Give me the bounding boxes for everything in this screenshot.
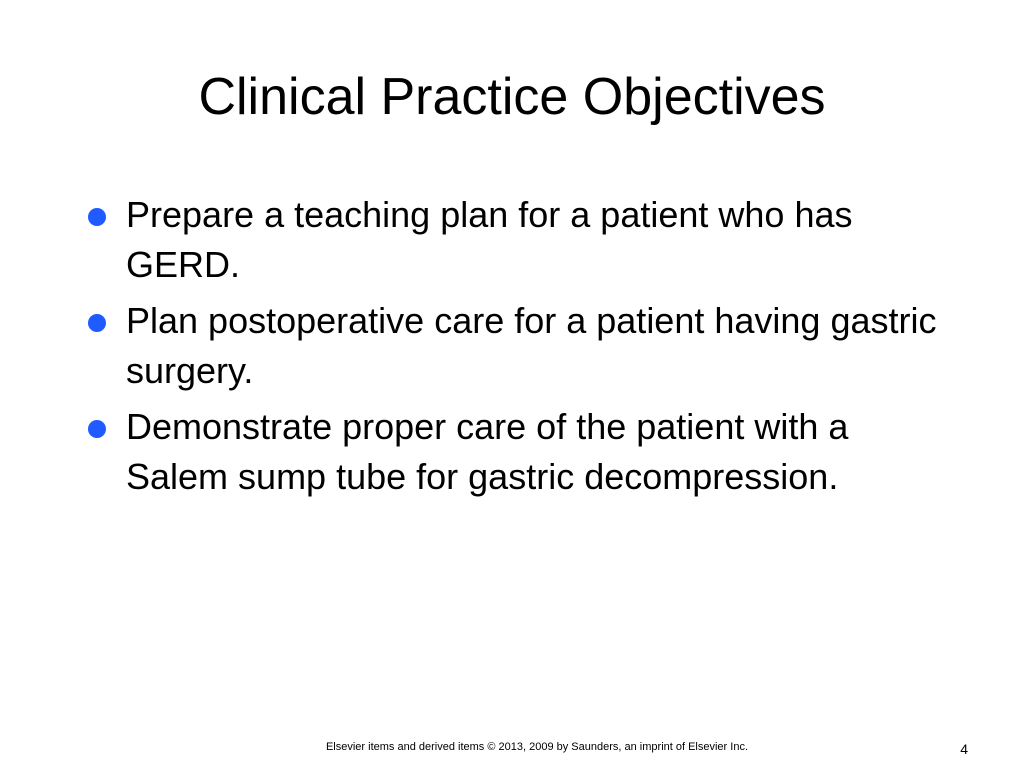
copyright-footer: Elsevier items and derived items © 2013, 2009 by Saunders, an imprint of Elsevier Inc. — [325, 741, 749, 753]
list-item — [86, 296, 946, 396]
bullet-text: Plan postoperative care for a patient having gastric surgery. — [126, 300, 937, 391]
list-item — [86, 190, 946, 290]
bullet-text: Demonstrate proper care of the patient with a Salem sump tube for gastric decompression. — [126, 406, 849, 497]
slide-title: Clinical Practice Objectives — [198, 68, 826, 126]
list-item — [86, 402, 946, 502]
objectives-list — [86, 190, 946, 508]
bullet-dot-icon — [88, 420, 106, 438]
page-number: 4 — [960, 741, 968, 757]
bullet-text: Prepare a teaching plan for a patient who has GERD. — [126, 194, 853, 285]
bullet-dot-icon — [88, 208, 106, 226]
bullet-dot-icon — [88, 314, 106, 332]
